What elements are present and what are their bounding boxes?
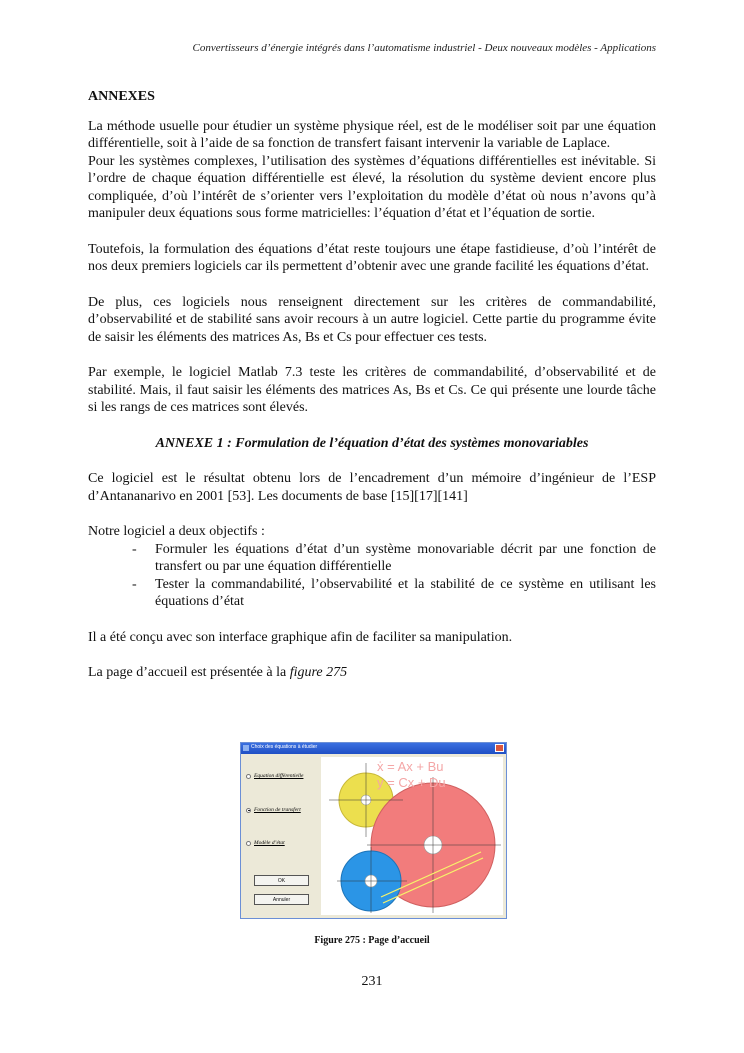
list-item: - Formuler les équations d’état d’un système monovariable décrit par une fonction de transfert ou par une équation différentielle xyxy=(132,541,656,574)
objectives-list xyxy=(88,541,656,611)
options-panel xyxy=(244,757,318,915)
window-title: Choix des équations à étudier xyxy=(251,744,318,750)
radio-equation-differentielle[interactable]: Equation différentielle xyxy=(246,773,303,779)
radio-circle-icon xyxy=(246,841,251,846)
running-header: Convertisseurs d’énergie intégrés dans l’automatisme industriel - Deux nouveaux modèles - Applications xyxy=(192,42,656,54)
paragraph-1: La méthode usuelle pour étudier un système physique réel, est de le modéliser soit par une équation différentielle, soit à l’aide de sa fonction de transfert faisant intervenir la variable de Laplace. xyxy=(88,118,656,151)
figure-reference: figure 275 xyxy=(289,665,348,680)
bullet-marker: - xyxy=(132,576,137,592)
figure-caption: Figure 275 : Page d’accueil xyxy=(314,935,430,946)
paragraph-8: La page d’accueil est présentée à la figure 275 xyxy=(88,665,348,680)
window-titlebar xyxy=(241,743,506,754)
state-equation-text: ẋ = Ax + Bu xyxy=(377,759,444,774)
paragraph-2: Pour les systèmes complexes, l’utilisation des systèmes d’équations différentielles est inévitable. Si l’ordre de chaque équation différentielle est élevé, la résolution du système devient encore plus compliquée, d’où l’intérêt de s’orienter vers l’exploitation du modèle d’état où nous n’avons qu’à manipuler deux équations sous forme matricielles: l’équation d’état et l’équation de sortie. xyxy=(88,153,656,221)
screenshot-window xyxy=(240,742,507,919)
paragraph-7: Il a été conçu avec son interface graphique afin de faciliter sa manipulation. xyxy=(88,629,513,645)
close-icon[interactable] xyxy=(495,744,504,752)
ok-button[interactable]: OK xyxy=(254,875,309,886)
radio-modele-etat[interactable]: Modèle d’état xyxy=(246,840,285,846)
cancel-button[interactable]: Annuler xyxy=(254,894,309,905)
paragraph-5: Par exemple, le logiciel Matlab 7.3 teste les critères de commandabilité, d’observabilité et de stabilité. Mais, il faut saisir les éléments des matrices As, Bs et Cs. Ce qui présente une lourde tâche si les rangs de ces matrices sont élevés. xyxy=(88,365,656,415)
objectives-intro: Notre logiciel a deux objectifs : xyxy=(88,524,265,539)
page-number: 231 xyxy=(361,974,383,989)
radio-fonction-transfert[interactable]: Fonction de transfert xyxy=(246,807,301,813)
paragraph-6: Ce logiciel est le résultat obtenu lors de l’encadrement d’un mémoire d’ingénieur de l’ESP d’Antananarivo en 2001 [53]. Les documents de base [15][17][141] xyxy=(88,471,656,504)
paragraph-3: Toutefois, la formulation des équations d’état reste toujours une étape fastidieuse, d’où l’intérêt de nos deux premiers logiciels car ils permettent d’obtenir avec une grande facilité les équations d’état. xyxy=(88,241,656,274)
radio-selected-icon xyxy=(246,808,251,813)
bullet-marker: - xyxy=(132,541,137,557)
page-body xyxy=(88,88,656,682)
section-heading: ANNEXES xyxy=(88,89,155,104)
gear-illustration xyxy=(321,757,503,915)
annexe-1-title: ANNEXE 1 : Formulation de l’équation d’état des systèmes monovariables xyxy=(155,435,589,451)
radio-circle-icon xyxy=(246,774,251,779)
paragraph-4: De plus, ces logiciels nous renseignent directement sur les critères de commandabilité, d’observabilité et de stabilité sans avoir recours à un autre logiciel. Cette partie du programme évite de saisir les éléments des matrices As, Bs et Cs pour effectuer ces tests. xyxy=(88,294,656,345)
list-item: - Tester la commandabilité, l’observabilité et la stabilité de ce système en utilisant les équations d’état xyxy=(132,576,656,609)
app-icon xyxy=(243,745,249,751)
output-equation-text: y = Cx + Du xyxy=(377,775,446,790)
